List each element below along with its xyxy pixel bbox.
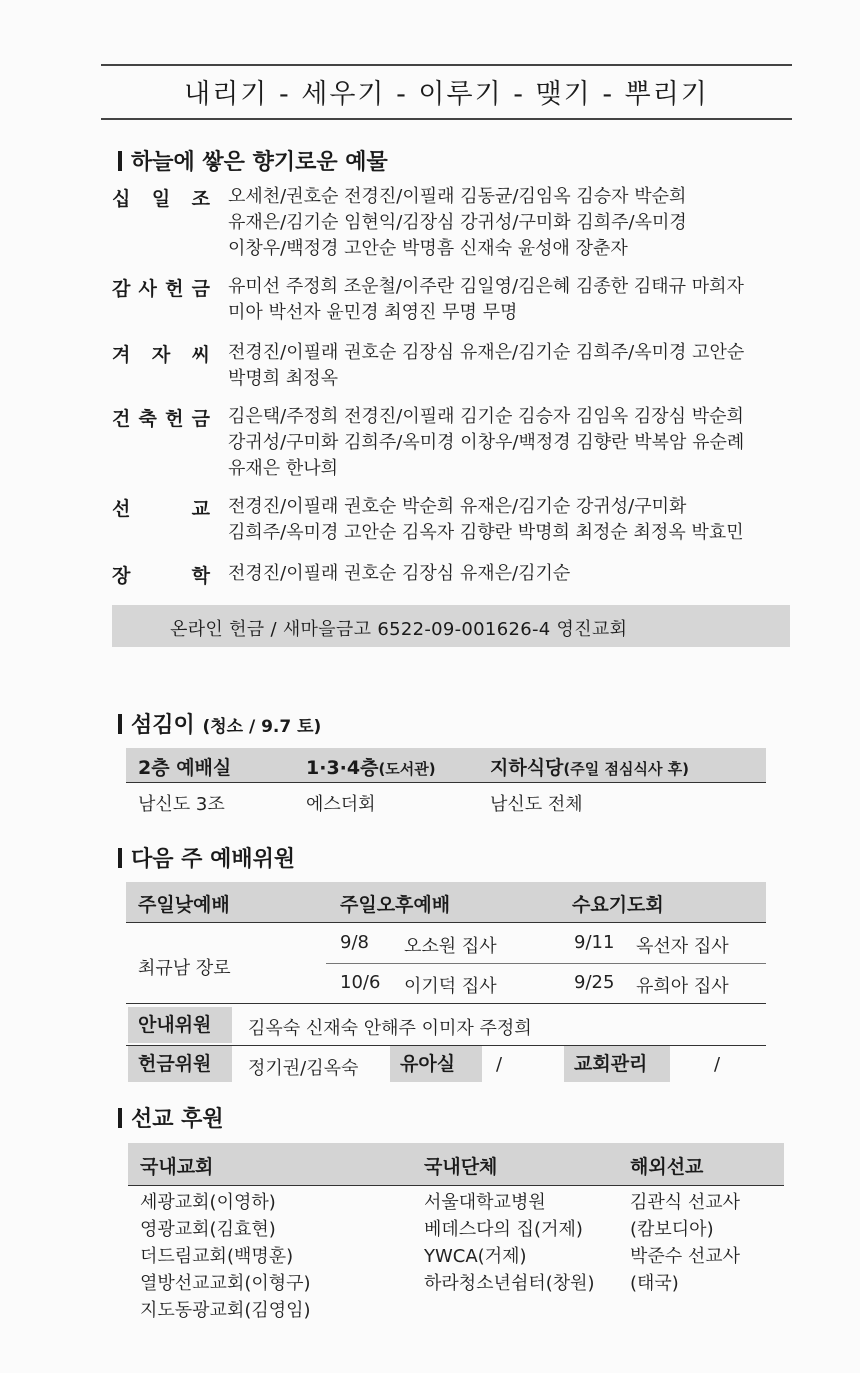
domestic-org-3: YWCA(거제) [424,1246,527,1267]
offering-group-thanks [112,274,802,328]
serving-cell-3: 남신도 전체 [490,794,583,815]
serving-subtitle: (청소 / 9.7 토) [202,717,322,737]
offering-group-mustard-seed [112,340,802,394]
head-domestic-churches: 국내교회 [140,1156,214,1178]
serving-col2-head: 1·3·4층(도서관) [306,757,436,779]
missions-title-text: 선교 후원 [131,1107,224,1132]
next-week-mid-rule [326,963,766,964]
afternoon-date-1: 9/8 [340,932,369,953]
offering-names: 유미선 주정희 조운철/이주란 김일영/김은혜 김종한 김태규 마희자 미아 박선자 윤민경 최영진 무명 무명 [228,276,744,323]
domestic-org-1: 서울대학교병원 [424,1192,546,1213]
serving-header-rule [126,782,766,783]
overseas-2: (캄보디아) [630,1219,714,1240]
head-sunday-morning: 주일낮예배 [138,894,230,916]
offerings-title-text: 하늘에 쌓은 향기로운 예물 [131,150,388,175]
overseas-1: 김관식 선교사 [630,1192,741,1213]
overseas-4: (태국) [630,1273,679,1294]
offering-committee-names: 정기권/김옥숙 [248,1058,359,1079]
head-sunday-afternoon: 주일오후예배 [340,894,451,916]
serving-cell-2: 에스더회 [306,794,376,815]
offering-label: 선 교 [112,498,210,520]
offering-label: 겨 자 씨 [112,344,210,366]
wednesday-name-2: 유희아 집사 [636,976,729,997]
serving-col3-head: 지하식당(주일 점심식사 후) [490,757,690,779]
section-bar [118,714,122,734]
missions-header-rule [128,1185,784,1186]
domestic-org-4: 하라청소년쉼터(창원) [424,1273,595,1294]
overseas-3: 박준수 선교사 [630,1246,741,1267]
next-week-title [118,842,295,873]
domestic-church-5: 지도동광교회(김영임) [140,1300,311,1321]
head-domestic-orgs: 국내단체 [424,1156,498,1178]
domestic-church-4: 열방선교교회(이형구) [140,1273,311,1294]
offering-group-mission [112,494,802,548]
facility-label: 교회관리 [564,1046,670,1082]
motto-bottom-rule [101,118,792,120]
offering-names: 오세천/권호순 전경진/이필래 김동균/김임옥 김승자 박순희 유재은/김기순 임현익/김장심 강귀성/구미화 김희주/옥미경 이창우/백정경 고안순 박명흠 신재숙 윤성애 장춘자 [228,186,687,259]
afternoon-date-2: 10/6 [340,972,381,993]
offering-label: 건 축 헌 금 [112,408,210,430]
facility-value: / [714,1054,721,1075]
church-motto: 내리기 - 세우기 - 이루기 - 맺기 - 뿌리기 [184,79,709,110]
offering-committee-label: 헌금위원 [128,1046,232,1082]
offering-names: 전경진/이필래 권호순 김장심 유재은/김기순 김희주/옥미경 고안순 박명희 최정옥 [228,342,745,389]
afternoon-name-1: 오소원 집사 [404,936,497,957]
serving-title [118,708,321,739]
next-week-title-text: 다음 주 예배위원 [131,847,296,872]
next-week-body-rule [126,1003,766,1004]
offering-group-building [112,404,802,484]
offering-label: 장 학 [112,565,210,587]
offering-names: 전경진/이필래 권호순 김장심 유재은/김기순 [228,563,571,584]
section-bar [118,1108,122,1128]
offering-label: 감 사 헌 금 [112,278,210,300]
wednesday-date-2: 9/25 [574,972,615,993]
online-giving-box [112,605,790,647]
domestic-org-2: 베데스다의 집(거제) [424,1219,583,1240]
head-wednesday: 수요기도회 [572,894,664,916]
serving-col1-head: 2층 예배실 [138,757,232,779]
nursery-value: / [496,1054,503,1075]
serving-title-text: 섬김이 [131,713,195,738]
section-bar [118,151,122,171]
offering-label: 십 일 조 [112,188,210,210]
wednesday-date-1: 9/11 [574,932,615,953]
domestic-church-2: 영광교회(김효현) [140,1219,276,1240]
missions-title [118,1102,224,1133]
usher-names: 김옥숙 신재숙 안해주 이미자 주정희 [248,1018,532,1039]
offering-group-scholarship [112,561,802,589]
top-rule [101,64,792,66]
offering-names: 김은택/주정희 전경진/이필래 김기순 김승자 김임옥 김장심 박순희 강귀성/구미화 김희주/옥미경 이창우/백정경 김향란 박복암 유순례 유재은 한나희 [228,406,745,479]
usher-label: 안내위원 [128,1007,232,1043]
domestic-church-3: 더드림교회(백명훈) [140,1246,294,1267]
offerings-title [118,145,388,176]
sunday-morning-leader: 최규남 장로 [138,958,231,979]
offering-group-tithe [112,184,802,264]
section-bar [118,848,122,868]
head-overseas: 해외선교 [630,1156,704,1178]
wednesday-name-1: 옥선자 집사 [636,936,729,957]
offering-names: 전경진/이필래 권호순 박순희 유재은/김기순 강귀성/구미화 김희주/옥미경 고안순 김옥자 김향란 박명희 최정순 최정옥 박효민 [228,496,744,543]
afternoon-name-2: 이기덕 집사 [404,976,497,997]
online-giving-text: 온라인 헌금 / 새마을금고 6522-09-001626-4 영진교회 [170,619,628,640]
next-week-header-rule [126,922,766,923]
domestic-church-1: 세광교회(이영하) [140,1192,276,1213]
serving-cell-1: 남신도 3조 [138,794,225,815]
nursery-label: 유아실 [390,1046,482,1082]
